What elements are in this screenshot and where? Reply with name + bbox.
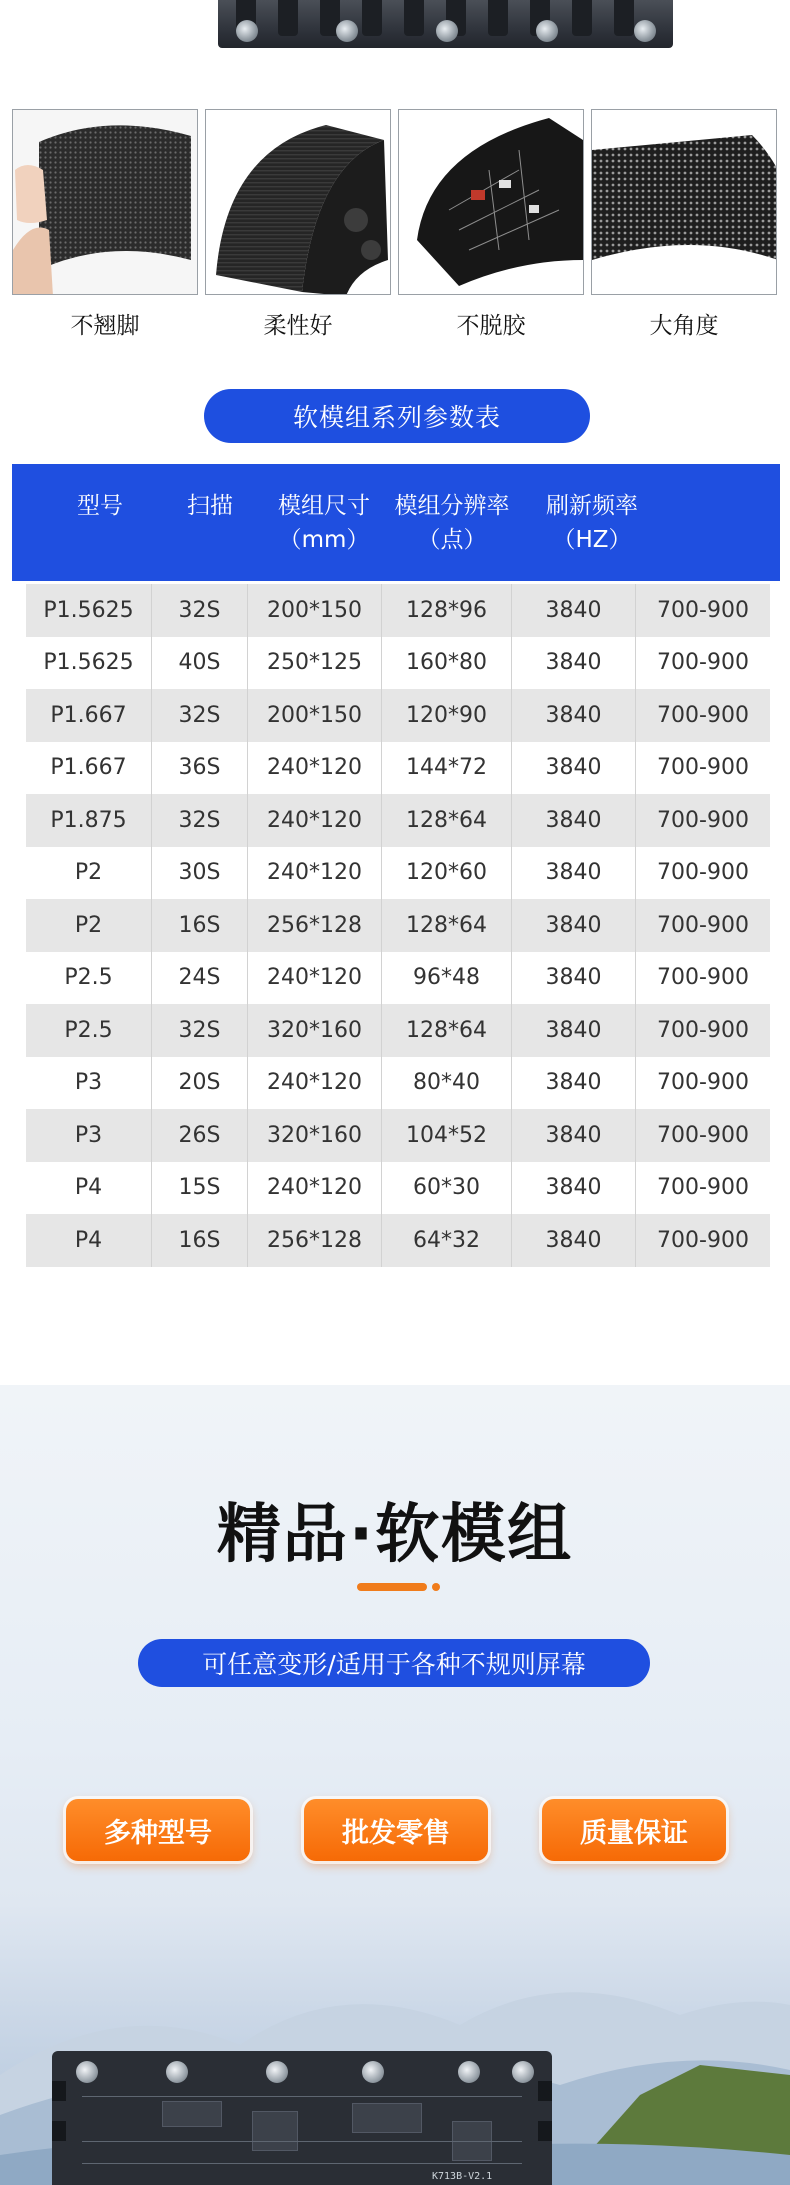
led-module-image xyxy=(52,2051,552,2185)
cell-scan: 30S xyxy=(152,847,248,900)
cell-extra: 700-900 xyxy=(657,1227,749,1253)
cell-extra: 700-900 xyxy=(657,965,749,991)
top-module-image xyxy=(218,0,673,48)
cell-scan: 26S xyxy=(152,1109,248,1162)
cell-size: 200*150 xyxy=(248,584,382,637)
feature-item xyxy=(205,109,391,340)
flat-module-photo-icon xyxy=(12,109,198,295)
cell-scan: 32S xyxy=(152,584,248,637)
cell-extra: 700-900 xyxy=(657,807,749,833)
accent-bar xyxy=(357,1583,427,1591)
cell-size: 256*128 xyxy=(248,899,382,952)
header-size: 模组尺寸 （mm） xyxy=(278,493,370,553)
cell-model: P1.667 xyxy=(26,689,152,742)
cell-size: 250*125 xyxy=(248,637,382,690)
table-row xyxy=(26,1162,770,1215)
cell-refresh: 3840 xyxy=(512,1214,636,1267)
cell-extra: 700-900 xyxy=(657,912,749,938)
curved-module-photo-icon xyxy=(205,109,391,295)
feature-label: 不翘脚 xyxy=(70,313,140,339)
feature-item xyxy=(12,109,198,340)
cell-resolution: 128*64 xyxy=(382,794,512,847)
cell-model: P2 xyxy=(26,847,152,900)
cell-refresh: 3840 xyxy=(512,899,636,952)
cell-refresh: 3840 xyxy=(512,1162,636,1215)
section-subtitle: 可任意变形/适用于各种不规则屏幕 xyxy=(138,1639,650,1687)
cell-model: P2 xyxy=(26,899,152,952)
cell-model: P1.667 xyxy=(26,742,152,795)
cell-scan: 32S xyxy=(152,1004,248,1057)
cell-refresh: 3840 xyxy=(512,1004,636,1057)
cell-model: P3 xyxy=(26,1057,152,1110)
cell-resolution: 128*64 xyxy=(382,1004,512,1057)
table-row xyxy=(26,637,770,690)
table-row xyxy=(26,1214,770,1267)
cell-size: 240*120 xyxy=(248,1162,382,1215)
cell-size: 240*120 xyxy=(248,742,382,795)
section-title: 精品·软模组 xyxy=(216,1498,574,1572)
cell-resolution: 104*52 xyxy=(382,1109,512,1162)
cell-size: 240*120 xyxy=(248,952,382,1005)
cell-scan: 16S xyxy=(152,899,248,952)
cell-extra: 700-900 xyxy=(657,1122,749,1148)
table-row xyxy=(26,952,770,1005)
cell-resolution: 96*48 xyxy=(382,952,512,1005)
cell-size: 240*120 xyxy=(248,1057,382,1110)
cell-refresh: 3840 xyxy=(512,847,636,900)
cell-size: 240*120 xyxy=(248,794,382,847)
feature-row xyxy=(12,109,778,339)
cell-extra: 700-900 xyxy=(657,1070,749,1096)
cell-extra: 700-900 xyxy=(657,597,749,623)
promo-section xyxy=(0,1385,790,2185)
feature-button-models[interactable]: 多种型号 xyxy=(66,1799,250,1861)
cell-extra: 700-900 xyxy=(657,702,749,728)
cell-model: P2.5 xyxy=(26,1004,152,1057)
cell-model: P1.5625 xyxy=(26,637,152,690)
header-scan: 扫描 xyxy=(187,493,233,519)
pcb-back-photo-icon xyxy=(398,109,584,295)
cell-extra: 700-900 xyxy=(657,860,749,886)
feature-label: 柔性好 xyxy=(263,313,333,339)
cell-resolution: 128*96 xyxy=(382,584,512,637)
bent-module-photo-icon xyxy=(591,109,777,295)
header-resolution: 模组分辨率 （点） xyxy=(394,493,510,553)
cell-scan: 15S xyxy=(152,1162,248,1215)
cell-extra: 700-900 xyxy=(657,755,749,781)
cell-model: P2.5 xyxy=(26,952,152,1005)
feature-item xyxy=(591,109,777,340)
cell-refresh: 3840 xyxy=(512,637,636,690)
cell-model: P4 xyxy=(26,1214,152,1267)
table-title: 软模组系列参数表 xyxy=(204,389,590,443)
feature-item xyxy=(398,109,584,340)
table-header xyxy=(12,464,780,581)
cell-scan: 24S xyxy=(152,952,248,1005)
table-row xyxy=(26,1004,770,1057)
table-row xyxy=(26,584,770,637)
cell-size: 200*150 xyxy=(248,689,382,742)
cell-resolution: 80*40 xyxy=(382,1057,512,1110)
pcb-label: K713B-V2.1 xyxy=(432,2171,493,2182)
cell-size: 320*160 xyxy=(248,1004,382,1057)
cell-model: P3 xyxy=(26,1109,152,1162)
table-row xyxy=(26,794,770,847)
table-body xyxy=(26,584,770,1267)
feature-label: 不脱胶 xyxy=(456,313,526,339)
cell-extra: 700-900 xyxy=(657,1017,749,1043)
cell-scan: 16S xyxy=(152,1214,248,1267)
cell-model: P1.5625 xyxy=(26,584,152,637)
cell-resolution: 144*72 xyxy=(382,742,512,795)
cell-scan: 36S xyxy=(152,742,248,795)
cell-model: P1.875 xyxy=(26,794,152,847)
cell-refresh: 3840 xyxy=(512,952,636,1005)
table-row xyxy=(26,689,770,742)
feature-label: 大角度 xyxy=(649,313,719,339)
cell-scan: 40S xyxy=(152,637,248,690)
table-row xyxy=(26,847,770,900)
cell-refresh: 3840 xyxy=(512,689,636,742)
table-row xyxy=(26,899,770,952)
cell-scan: 32S xyxy=(152,794,248,847)
cell-refresh: 3840 xyxy=(512,742,636,795)
cell-refresh: 3840 xyxy=(512,1057,636,1110)
cell-scan: 20S xyxy=(152,1057,248,1110)
cell-resolution: 160*80 xyxy=(382,637,512,690)
header-refresh: 刷新频率 （HZ） xyxy=(546,493,638,553)
feature-button-wholesale[interactable]: 批发零售 xyxy=(304,1799,488,1861)
cell-resolution: 120*90 xyxy=(382,689,512,742)
cell-resolution: 64*32 xyxy=(382,1214,512,1267)
cell-extra: 700-900 xyxy=(657,650,749,676)
cell-size: 256*128 xyxy=(248,1214,382,1267)
cell-resolution: 60*30 xyxy=(382,1162,512,1215)
table-row xyxy=(26,742,770,795)
cell-size: 320*160 xyxy=(248,1109,382,1162)
accent-dot xyxy=(432,1583,440,1591)
cell-refresh: 3840 xyxy=(512,1109,636,1162)
cell-extra: 700-900 xyxy=(657,1175,749,1201)
table-row xyxy=(26,1109,770,1162)
cell-refresh: 3840 xyxy=(512,794,636,847)
cell-resolution: 120*60 xyxy=(382,847,512,900)
cell-scan: 32S xyxy=(152,689,248,742)
header-model: 型号 xyxy=(77,493,123,519)
feature-button-quality[interactable]: 质量保证 xyxy=(542,1799,726,1861)
cell-model: P4 xyxy=(26,1162,152,1215)
cell-refresh: 3840 xyxy=(512,584,636,637)
table-row xyxy=(26,1057,770,1110)
cell-size: 240*120 xyxy=(248,847,382,900)
cell-resolution: 128*64 xyxy=(382,899,512,952)
